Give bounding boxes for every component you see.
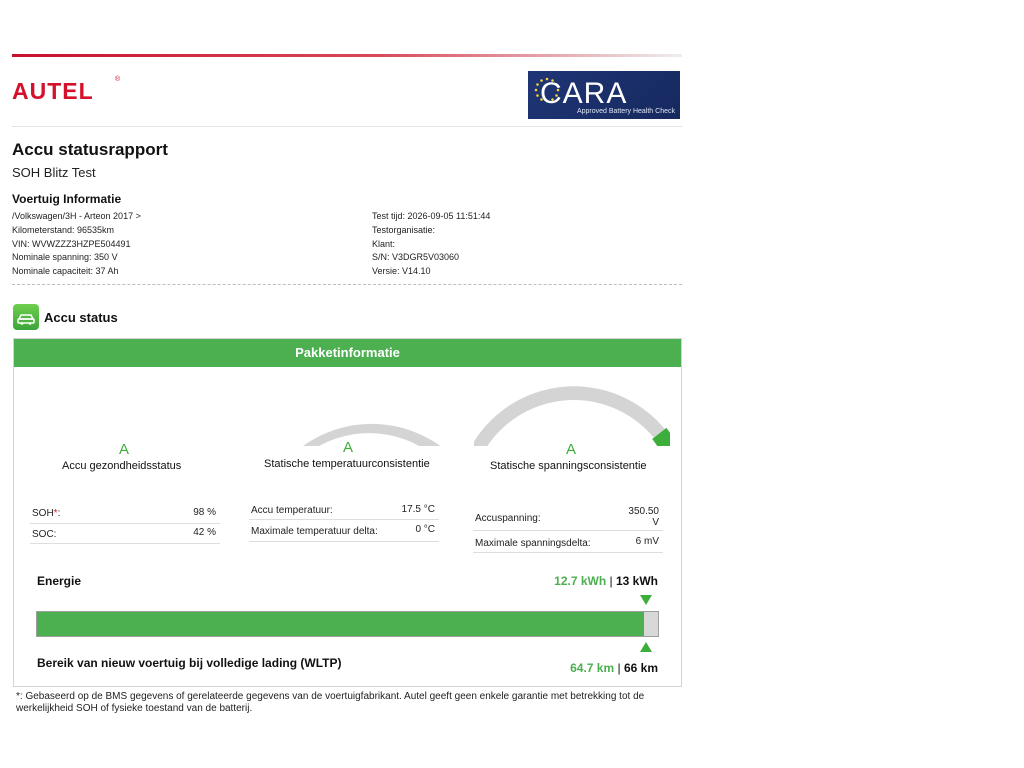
max-temperature-delta-row	[249, 520, 439, 542]
cara-tagline: Approved Battery Health Check	[576, 108, 675, 115]
range-values	[570, 661, 658, 675]
vehicle-mileage: Kilometerstand: 96535km	[12, 224, 115, 235]
range-current: 64.7 km	[570, 661, 615, 675]
soc-row	[30, 524, 220, 544]
soc-label: SOC:	[32, 529, 57, 540]
voltage-grade: A	[566, 441, 577, 458]
battery-temperature-value: 17.5 °C	[401, 504, 435, 515]
battery-temperature-label: Accu temperatuur:	[251, 505, 333, 516]
report-subtitle: SOH Blitz Test	[12, 165, 96, 180]
header-divider	[12, 126, 682, 127]
vehicle-nominal-capacity: Nominale capaciteit: 37 Ah	[12, 266, 119, 277]
soh-value: 98 %	[193, 507, 216, 518]
soc-value: 42 %	[193, 527, 216, 538]
voltage-metrics	[473, 502, 663, 553]
battery-car-icon	[13, 304, 39, 330]
cara-logo	[528, 71, 680, 119]
soh-label: SOH*:	[32, 508, 61, 519]
battery-voltage-row	[473, 502, 663, 531]
vehicle-model: /Volkswagen/3H - Arteon 2017 >	[12, 211, 141, 221]
battery-status-title: Accu status	[44, 310, 118, 325]
energy-marker-icon	[640, 595, 652, 605]
package-info-header: Pakketinformatie	[14, 339, 681, 367]
autel-logo-text: AUTEL	[12, 78, 94, 104]
section-divider	[12, 284, 682, 285]
energy-bar-fill	[37, 612, 644, 636]
vehicle-info-right	[372, 210, 490, 279]
max-temperature-delta-value: 0 °C	[415, 524, 435, 535]
energy-total: 13 kWh	[615, 574, 658, 588]
battery-temperature-row	[249, 500, 439, 520]
battery-voltage-value: 350.50 V	[628, 506, 659, 528]
disclaimer-footnote: *: Gebaseerd op de BMS gegevens of gerelateerde gegevens van de voertuigfabrikant. Autel geeft geen enkele garantie met betrekking tot de werkelijkheid SOH of fysieke toestand van de batterij.	[16, 691, 645, 714]
vehicle-info-left	[12, 210, 141, 279]
vehicle-info-heading: Voertuig Informatie	[12, 192, 122, 206]
temperature-gauge-label: Statische temperatuurconsistentie	[264, 458, 430, 470]
battery-voltage-label: Accuspanning:	[475, 513, 541, 524]
autel-reg-mark: ®	[114, 76, 120, 83]
max-voltage-delta-value: 6 mV	[635, 536, 659, 547]
energy-current: 12.7 kWh	[554, 574, 607, 588]
cara-logo-text: CARA	[540, 77, 628, 110]
software-version: Versie: V14.10	[372, 266, 431, 277]
customer: Klant:	[372, 238, 396, 249]
vehicle-nominal-voltage: Nominale spanning: 350 V	[12, 252, 118, 263]
soh-row	[30, 504, 220, 524]
max-voltage-delta-row	[473, 531, 663, 553]
range-total: 66 km	[623, 661, 658, 675]
report-title: Accu statusrapport	[12, 140, 168, 159]
energy-bar	[36, 611, 659, 637]
range-label: Bereik van nieuw voertuig bij volledige lading (WLTP)	[37, 656, 342, 670]
health-metrics	[30, 504, 220, 544]
energy-separator: |	[609, 574, 613, 588]
voltage-gauge	[474, 380, 670, 446]
test-time: Test tijd: 2026-09-05 11:51:44	[372, 211, 491, 221]
health-gauge	[26, 380, 222, 446]
energy-values	[554, 574, 658, 588]
autel-logo	[12, 78, 118, 104]
test-organisation: Testorganisatie:	[372, 224, 436, 235]
health-grade: A	[119, 441, 130, 458]
temperature-metrics	[249, 500, 439, 542]
range-separator: |	[617, 661, 621, 675]
max-temperature-delta-label: Maximale temperatuur delta:	[251, 526, 378, 537]
serial-number: S/N: V3DGR5V03060	[372, 252, 460, 263]
max-voltage-delta-label: Maximale spanningsdelta:	[475, 538, 591, 549]
temperature-grade: A	[343, 439, 354, 456]
health-gauge-label: Accu gezondheidsstatus	[62, 460, 182, 472]
energy-label: Energie	[37, 574, 82, 588]
temperature-gauge	[252, 380, 448, 446]
header-accent-rule	[12, 54, 682, 57]
vehicle-vin: VIN: WVWZZZ3HZPE504491	[12, 238, 131, 249]
range-marker-icon	[640, 642, 652, 652]
voltage-gauge-label: Statische spanningsconsistentie	[490, 460, 647, 472]
gauge-track	[474, 386, 665, 446]
